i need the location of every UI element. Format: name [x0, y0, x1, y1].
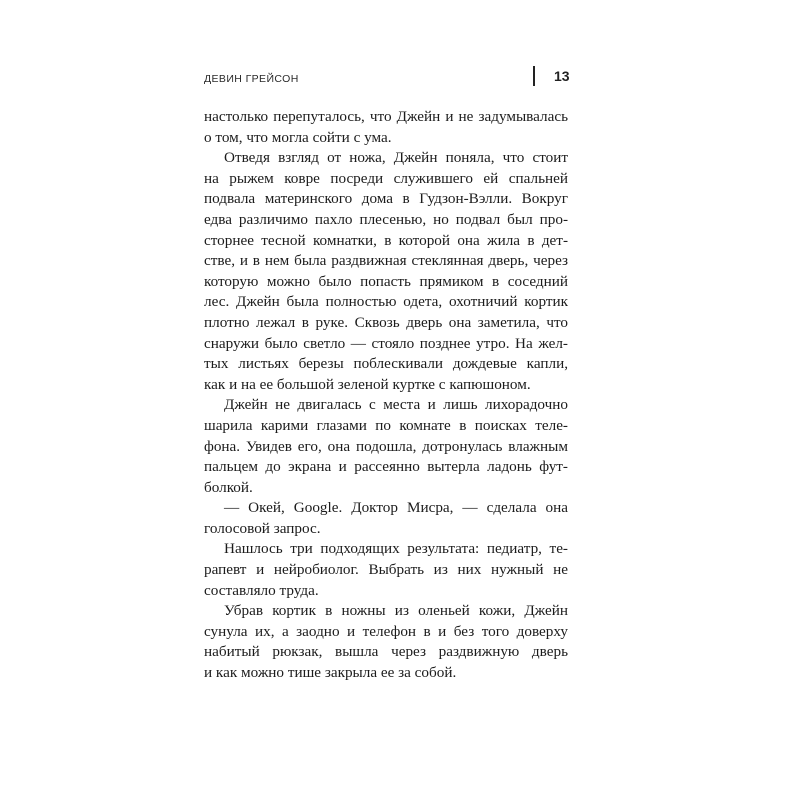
text-line: снаружи было светло — стояло позднее утро. На жел- — [204, 334, 568, 352]
text-line: пальцем до экрана и рассеянно вытерла ладонь фут- — [204, 458, 568, 476]
text-line: о том, что могла сойти с ума. — [204, 128, 392, 146]
text-line: сунула их, а заодно и телефон в и без того доверху — [204, 622, 568, 640]
text-line: тых листьях березы поблескивали дождевые капли, — [204, 355, 568, 373]
text-line: и как можно тише закрыла ее за собой. — [204, 664, 457, 682]
text-line: Отведя взгляд от ножа, Джейн поняла, что стоит — [224, 149, 568, 167]
text-line: набитый рюкзак, вышла через раздвижную дверь — [204, 643, 568, 661]
text-line: рапевт и нейробиолог. Выбрать из них нужный не — [204, 561, 568, 579]
text-line: Нашлось три подходящих результата: педиатр, те- — [224, 540, 568, 558]
page-number: 13 — [554, 68, 570, 84]
text-line: как и на ее большой зеленой куртке с капюшоном. — [204, 375, 531, 393]
text-line: Джейн не двигалась с места и лишь лихорадочно — [224, 396, 568, 414]
header-divider — [533, 66, 535, 86]
text-line: настолько перепуталось, что Джейн и не задумывалась — [204, 108, 568, 125]
text-line: составляло труда. — [204, 581, 319, 599]
text-line: стве, и в нем была раздвижная стеклянная дверь, через — [204, 252, 568, 270]
body-text — [204, 107, 568, 684]
text-line: на рыжем ковре посреди служившего ей спальней — [204, 169, 568, 187]
text-line: лес. Джейн была полностью одета, охотничий кортик — [204, 293, 568, 311]
text-line: едва различимо пахло плесенью, но подвал был про- — [204, 210, 568, 228]
text-line: голосовой запрос. — [204, 519, 321, 537]
text-line: фона. Увидев его, она подошла, дотронулась влажным — [204, 437, 568, 455]
text-line: — Окей, Google. Доктор Мисра, — сделала она — [224, 499, 568, 517]
author-name: ДЕВИН ГРЕЙСОН — [204, 73, 299, 85]
text-line: болкой. — [204, 478, 253, 496]
text-line: Убрав кортик в ножны из оленьей кожи, Джейн — [224, 602, 568, 620]
text-line: сторнее тесной комнатки, в которой она жила в дет- — [204, 231, 568, 249]
running-head — [204, 66, 568, 90]
text-line: плотно лежал в руке. Сквозь дверь она заметила, что — [204, 313, 568, 331]
text-line: подвала материнского дома в Гудзон-Вэлли. Вокруг — [204, 190, 568, 208]
text-line: шарила карими глазами по комнате в поисках теле- — [204, 416, 568, 434]
text-line: которую можно было попасть прямиком в соседний — [204, 272, 568, 290]
